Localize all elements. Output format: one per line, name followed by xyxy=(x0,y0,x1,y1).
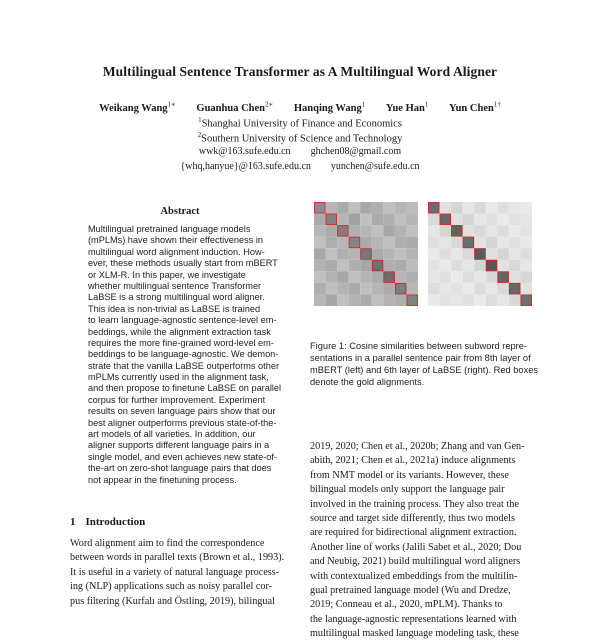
heatmap-cell xyxy=(326,214,338,226)
heatmap-cell xyxy=(360,225,372,237)
heatmap-cell xyxy=(349,225,361,237)
heatmap-cell xyxy=(395,283,407,295)
heatmap-cell xyxy=(406,225,418,237)
body-line: and Neubig, 2021) build multilingual word aligners xyxy=(310,556,521,568)
abstract-line: or XLM-R. In this paper, we investigate xyxy=(88,269,246,280)
heatmap-cell xyxy=(326,202,338,214)
body-line: with contextualized embeddings from the multilin- xyxy=(310,570,518,582)
affiliation: $^2$Southern University of Science and Technology xyxy=(197,131,403,145)
heatmap-mbert xyxy=(314,202,418,306)
intro-line: It is useful in a variety of natural language process- xyxy=(70,566,280,578)
heatmap-cell xyxy=(509,260,521,272)
email: wwk@163.sufe.edu.cn xyxy=(198,146,291,157)
heatmap-cell xyxy=(326,271,338,283)
heatmap-cell xyxy=(314,260,326,272)
heatmap-cell xyxy=(486,260,498,272)
heatmap-cell xyxy=(428,214,440,226)
section-heading-introduction: 1 Introduction xyxy=(70,516,146,528)
heatmap-cell xyxy=(314,248,326,260)
heatmap-cell xyxy=(326,283,338,295)
heatmap-cell xyxy=(406,214,418,226)
heatmap-cell xyxy=(520,271,532,283)
heatmap-cell xyxy=(486,214,498,226)
heatmap-cell xyxy=(509,294,521,306)
heatmap-cell xyxy=(406,248,418,260)
heatmap-cell xyxy=(520,202,532,214)
heatmap-cell xyxy=(314,225,326,237)
heatmap-cell xyxy=(440,271,452,283)
heatmap-cell xyxy=(349,202,361,214)
heatmap-cell xyxy=(509,225,521,237)
heatmap-cell xyxy=(486,237,498,249)
heatmap-cell xyxy=(463,214,475,226)
heatmap-cell xyxy=(326,294,338,306)
heatmap-cell xyxy=(497,294,509,306)
heatmap-cell xyxy=(395,294,407,306)
heatmap-cell xyxy=(372,225,384,237)
heatmap-cell xyxy=(497,260,509,272)
author-list xyxy=(0,100,600,114)
heatmap-cell xyxy=(451,271,463,283)
heatmap-cell xyxy=(451,260,463,272)
heatmap-cell xyxy=(509,214,521,226)
abstract-heading: Abstract xyxy=(160,206,200,217)
heatmap-cell xyxy=(520,260,532,272)
heatmap-cell xyxy=(360,260,372,272)
heatmap-cell xyxy=(372,202,384,214)
heatmap-cell xyxy=(497,225,509,237)
heatmap-cell xyxy=(474,271,486,283)
heatmap-cell xyxy=(451,294,463,306)
abstract-line: ever, these methods usually start from mBERT xyxy=(88,258,278,269)
heatmap-cell xyxy=(383,294,395,306)
body-line: Another line of works (Jalili Sabet et al., 2020; Dou xyxy=(310,541,522,553)
heatmap-cell xyxy=(360,271,372,283)
heatmap-cell xyxy=(406,237,418,249)
heatmap-cell xyxy=(395,202,407,214)
intro-line: Word alignment aim to find the correspondence xyxy=(70,538,265,549)
heatmap-cell xyxy=(474,225,486,237)
heatmap-cell xyxy=(360,283,372,295)
heatmap-cell xyxy=(314,294,326,306)
body-line: the language-agnostic representations learned with xyxy=(310,613,517,625)
heatmap-cell xyxy=(428,248,440,260)
heatmap-cell xyxy=(360,248,372,260)
heatmap-cell xyxy=(451,283,463,295)
abstract-line: multilingual word alignment induction. How- xyxy=(88,246,265,257)
body-line: source and target side differently, thus two models xyxy=(310,512,515,524)
heatmap-cell xyxy=(314,237,326,249)
heatmap-cell xyxy=(463,294,475,306)
author: Hanqing Wang$^1$ xyxy=(293,100,366,114)
heatmap-cell xyxy=(509,237,521,249)
heatmap-cell xyxy=(360,237,372,249)
heatmap-cell xyxy=(463,248,475,260)
heatmap-cell xyxy=(474,283,486,295)
abstract-line: the-art on zero-shot language pairs that does xyxy=(88,463,272,474)
heatmap-cell xyxy=(440,237,452,249)
figure-caption xyxy=(310,340,542,388)
heatmap-cell xyxy=(520,283,532,295)
author: Yun Chen$^{1\dagger}$ xyxy=(448,100,501,114)
heatmap-cell xyxy=(372,260,384,272)
body-line: involved in the training process. They also treat the xyxy=(310,498,519,510)
heatmap-cell xyxy=(395,225,407,237)
heatmap-cell xyxy=(360,214,372,226)
heatmap-cell xyxy=(428,225,440,237)
intro-line: pus filtering (Kurfalı and Östling, 2019), bilingual xyxy=(70,595,275,607)
heatmap-cell xyxy=(451,214,463,226)
heatmap-cell xyxy=(451,225,463,237)
heatmap-cell xyxy=(497,202,509,214)
heatmap-cell xyxy=(337,283,349,295)
heatmap-cell xyxy=(349,294,361,306)
heatmap-cell xyxy=(349,283,361,295)
heatmap-cell xyxy=(520,225,532,237)
heatmap-cell xyxy=(314,214,326,226)
heatmap-cell xyxy=(474,248,486,260)
heatmap-cell xyxy=(463,283,475,295)
heatmap-cell xyxy=(486,248,498,260)
caption-line: Figure 1: Cosine similarities between subword repre- xyxy=(310,341,528,351)
paper-title: Multilingual Sentence Transformer as A Multilingual Word Aligner xyxy=(102,64,498,79)
heatmap-cell xyxy=(349,248,361,260)
heatmap-cell xyxy=(372,283,384,295)
heatmap-cell xyxy=(406,294,418,306)
heatmap-cell xyxy=(428,283,440,295)
heatmap-cell xyxy=(520,294,532,306)
heatmap-cell xyxy=(451,248,463,260)
heatmap-cell xyxy=(360,294,372,306)
heatmap-cell xyxy=(314,202,326,214)
heatmap-cell xyxy=(428,260,440,272)
heatmap-cell xyxy=(463,260,475,272)
abstract-line: Multilingual pretrained language models xyxy=(88,224,251,234)
heatmap-cell xyxy=(520,248,532,260)
heatmap-cell xyxy=(509,283,521,295)
caption-line: mBERT (left) and 6th layer of LaBSE (right). Red boxes xyxy=(310,365,539,375)
body-line: 2019, 2020; Chen et al., 2020b; Zhang and van Gen- xyxy=(310,441,525,452)
heatmap-cell xyxy=(406,202,418,214)
heatmap-cell xyxy=(486,294,498,306)
heatmap-cell xyxy=(428,271,440,283)
heatmap-cell xyxy=(474,237,486,249)
heatmap-cell xyxy=(349,260,361,272)
heatmap-cell xyxy=(337,237,349,249)
heatmap-cell xyxy=(509,248,521,260)
heatmap-cell xyxy=(486,202,498,214)
email-line xyxy=(0,161,600,172)
caption-line: denote the gold alignments. xyxy=(310,377,425,387)
body-line: abith, 2021; Chen et al., 2021a) induce alignments xyxy=(310,455,516,467)
heatmap-cell xyxy=(451,202,463,214)
heatmap-cell xyxy=(395,248,407,260)
heatmap-cell xyxy=(314,283,326,295)
heatmap-cell xyxy=(520,214,532,226)
heatmap-cell xyxy=(440,294,452,306)
affiliation: $^1$Shanghai University of Finance and Economics xyxy=(198,116,402,130)
intro-line: ing (NLP) applications such as noisy parallel cor- xyxy=(70,581,273,593)
heatmap-cell xyxy=(337,294,349,306)
abstract-line: corpus for further improvement. Experiment xyxy=(88,394,266,405)
intro-line: between words in parallel texts (Brown et al., 1993). xyxy=(70,552,285,564)
heatmap-cell xyxy=(406,283,418,295)
heatmap-cell xyxy=(497,248,509,260)
heatmap-cell xyxy=(372,214,384,226)
caption-line: sentations in a parallel sentence pair from 8th layer of xyxy=(310,353,531,363)
heatmap-cell xyxy=(337,225,349,237)
heatmap-cell xyxy=(372,237,384,249)
heatmap-cell xyxy=(440,260,452,272)
heatmap-cell xyxy=(395,260,407,272)
heatmap-cell xyxy=(474,202,486,214)
heatmap-cell xyxy=(326,225,338,237)
abstract-line: aligner supports different language pairs in a xyxy=(88,440,270,451)
abstract-line: This idea is non-trivial as LaBSE is trained xyxy=(88,303,261,314)
heatmap-cell xyxy=(428,294,440,306)
heatmap-cell xyxy=(383,248,395,260)
body-line: are required for bidirectional alignment extraction. xyxy=(310,527,517,539)
heatmap-cell xyxy=(463,202,475,214)
heatmap-cell xyxy=(474,214,486,226)
heatmap-cell xyxy=(451,237,463,249)
abstract-line: art models of all varieties. In addition, our xyxy=(88,429,256,440)
abstract-line: best aligner outperforms previous state-of-the- xyxy=(88,417,277,428)
right-column-text xyxy=(310,440,542,641)
heatmap-cell xyxy=(463,237,475,249)
heatmap-cell xyxy=(383,237,395,249)
abstract-text xyxy=(88,224,282,486)
heatmap-cell xyxy=(383,225,395,237)
heatmap-cell xyxy=(372,294,384,306)
heatmap-cell xyxy=(383,283,395,295)
heatmap-cell xyxy=(326,248,338,260)
heatmap-cell xyxy=(440,214,452,226)
heatmap-labse xyxy=(428,202,532,306)
email: {whq,hanyue}@163.sufe.edu.cn xyxy=(180,161,311,172)
heatmap-cell xyxy=(326,260,338,272)
abstract-line: to learn language-agnostic sentence-level em- xyxy=(88,315,277,326)
author: Yue Han$^1$ xyxy=(385,100,429,114)
heatmap-cell xyxy=(395,214,407,226)
body-line: bilingual models only support the language pair xyxy=(310,484,505,496)
heatmap-cell xyxy=(440,283,452,295)
heatmap-cell xyxy=(497,214,509,226)
heatmap-cell xyxy=(337,260,349,272)
heatmap-cell xyxy=(349,214,361,226)
abstract-line: mPLMs currently used in the alignment task, xyxy=(88,372,269,383)
author: Weikang Wang$^{1∗}$ xyxy=(99,100,176,114)
heatmap-cell xyxy=(486,271,498,283)
heatmap-cell xyxy=(497,237,509,249)
heatmap-cell xyxy=(360,202,372,214)
heatmap-cell xyxy=(395,237,407,249)
author: Guanhua Chen$^{2∗}$ xyxy=(196,100,274,114)
heatmap-cell xyxy=(383,202,395,214)
heatmap-cell xyxy=(337,271,349,283)
abstract-line: LaBSE is a strong multilingual word aligner. xyxy=(88,292,265,303)
heatmap-cell xyxy=(337,214,349,226)
heatmap-cell xyxy=(428,237,440,249)
heatmap-cell xyxy=(486,225,498,237)
heatmap-cell xyxy=(486,283,498,295)
heatmap-cell xyxy=(395,271,407,283)
heatmap-cell xyxy=(509,202,521,214)
email-line xyxy=(0,146,600,157)
heatmap-cell xyxy=(349,271,361,283)
body-line: gual pretrained language model (Wu and Dredze, xyxy=(310,584,511,596)
abstract-line: requires the more fine-grained word-level em- xyxy=(88,337,274,348)
abstract-line: single model, and even achieves new state-of- xyxy=(88,451,277,462)
heatmap-cell xyxy=(440,202,452,214)
heatmap-cell xyxy=(337,248,349,260)
heatmap-cell xyxy=(440,248,452,260)
heatmap-cell xyxy=(440,225,452,237)
heatmap-cell xyxy=(326,237,338,249)
figure-1 xyxy=(314,202,536,330)
abstract-line: results on seven language pairs show that our xyxy=(88,406,276,417)
heatmap-cell xyxy=(337,202,349,214)
email: ghchen08@gmail.com xyxy=(310,146,402,157)
introduction-text xyxy=(70,537,300,609)
heatmap-cell xyxy=(314,271,326,283)
body-line: from NMT model or its variants. However, these xyxy=(310,469,509,481)
heatmap-cell xyxy=(497,271,509,283)
heatmap-cell xyxy=(463,225,475,237)
heatmap-cell xyxy=(520,237,532,249)
heatmap-cell xyxy=(372,248,384,260)
heatmap-cell xyxy=(372,271,384,283)
heatmap-cell xyxy=(428,202,440,214)
heatmap-cell xyxy=(474,260,486,272)
heatmap-cell xyxy=(406,271,418,283)
heatmap-cell xyxy=(463,271,475,283)
heatmap-cell xyxy=(349,237,361,249)
heatmap-cell xyxy=(383,271,395,283)
abstract-line: (mPLMs) have shown their effectiveness in xyxy=(88,235,263,246)
email: yunchen@sufe.edu.cn xyxy=(330,161,420,172)
heatmap-cell xyxy=(474,294,486,306)
abstract-line: whether multilingual sentence Transformer xyxy=(88,280,262,291)
body-line: multilingual masked language modeling task, these xyxy=(310,628,519,640)
heatmap-cell xyxy=(406,260,418,272)
abstract-line: beddings to be language-agnostic. We demon- xyxy=(88,349,279,360)
heatmap-cell xyxy=(383,260,395,272)
abstract-line: strate that the vanilla LaBSE outperforms other xyxy=(88,360,279,371)
heatmap-cell xyxy=(509,271,521,283)
abstract-line: not appear in the finetuning process. xyxy=(88,474,237,485)
abstract-line: and then propose to finetune LaBSE on parallel xyxy=(88,383,282,394)
heatmap-cell xyxy=(383,214,395,226)
abstract-line: beddings, while the alignment extraction task xyxy=(88,326,271,337)
heatmap-cell xyxy=(497,283,509,295)
body-line: 2019; Conneau et al., 2020, mPLM). Thanks to xyxy=(310,599,503,611)
